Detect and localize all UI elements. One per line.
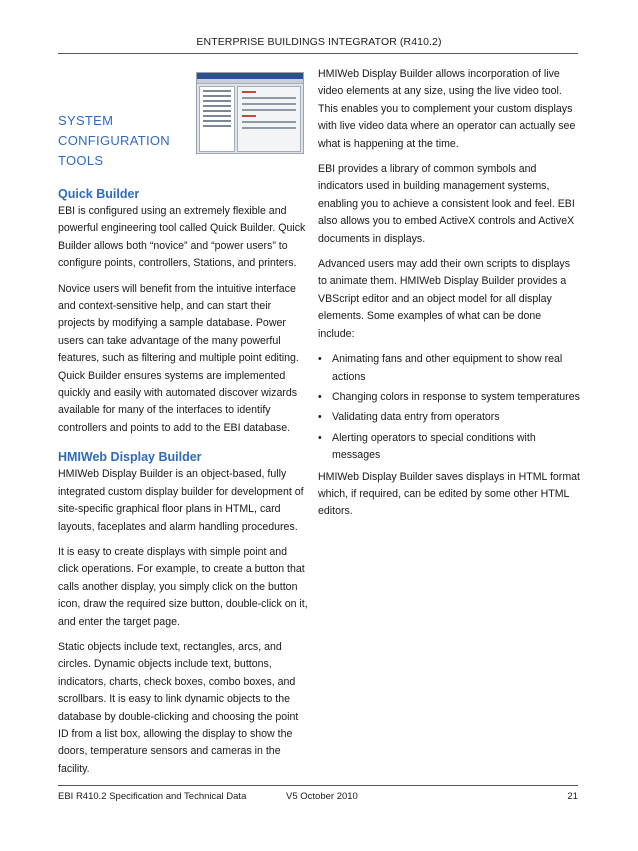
list-item: • Animating fans and other equipment to show real actions [318,353,563,383]
list-item: • Changing colors in response to system temperatures [318,390,580,403]
hmiweb-heading: HMIWeb Display Builder [58,450,202,465]
hmiweb-paragraph-3: Static objects include text, rectangles, arcs, and circles. Dynamic objects include text, buttons, indicators, charts, check boxes, combo boxes, and scrollbars. It is easy to link dynamic objects to the database by double-clicking and choosing the point ID from a list box, allowing the display to show the doors, temperature sensors and cameras in the facility. [58,640,299,775]
section-title-line-1: SYSTEM [58,113,114,128]
quick-builder-paragraph-1: EBI is configured using an extremely flexible and powerful engineering tool called Quick Builder. Quick Builder allows both “novice” and “power users” to configure points, controllers, Stations, and printers. [58,205,306,270]
right-column [318,66,580,529]
header-divider [58,53,578,54]
left-column [58,186,308,786]
section-title-line-3: TOOLS [58,153,104,168]
quick-builder-paragraph-2: Novice users will benefit from the intuitive interface and context-sensitive help, and can start their projects by modifying a sample database. Power users can take advantage of the many powerful features, such as filtering and multiple point editing. Quick Builder ensures systems are implemented quickly and easily with automated discover wizards available for many of the interfaces to identify controllers and points to add to the EBI database. [58,282,299,434]
section-title [58,111,170,171]
hmiweb-paragraph-2: It is easy to create displays with simple point and click operations. For example, to create a button that calls another display, you simply click on the button icon, draw the required size button, double-click on it, and enter the target page. [58,545,308,628]
page-number: 21 [567,791,578,802]
footer-document-title: EBI R410.2 Specification and Technical Data [58,791,247,802]
right-paragraph-3: Advanced users may add their own scripts to displays to animate them. HMIWeb Display Builder provides a VBScript editor and an object model for all display elements. Some examples of what can be done include: [318,258,571,340]
right-paragraph-2: EBI provides a library of common symbols and indicators used in building management systems, enabling you to achieve a consistent look and feel. EBI also allows you to embed ActiveX controls and ActiveX documents in displays. [318,163,575,245]
footer-version-date: V5 October 2010 [286,791,358,802]
footer-divider [58,785,578,786]
right-paragraph-1: HMIWeb Display Builder allows incorporation of live video elements at any size, using the live video tool. This enables you to complement your custom displays with live video data where an operator can actually see what is happening at the time. [318,68,576,150]
section-title-line-2: CONFIGURATION [58,133,170,148]
hmiweb-paragraph-1: HMIWeb Display Builder is an object-based, fully integrated custom display builder for development of site-specific graphical floor plans in HTML, card layouts, faceplates and alarm handling procedures. [58,468,304,533]
quick-builder-heading: Quick Builder [58,187,140,201]
quick-builder-screenshot [196,72,304,154]
page-header: ENTERPRISE BUILDINGS INTEGRATOR (R410.2) [196,36,442,48]
list-item: • Alerting operators to special conditions with messages [318,431,536,462]
list-item: • Validating data entry from operators [318,411,500,424]
script-examples-list [318,351,580,464]
right-paragraph-4: HMIWeb Display Builder saves displays in HTML format which, if required, can be edited by some other HTML editors. [318,470,580,518]
